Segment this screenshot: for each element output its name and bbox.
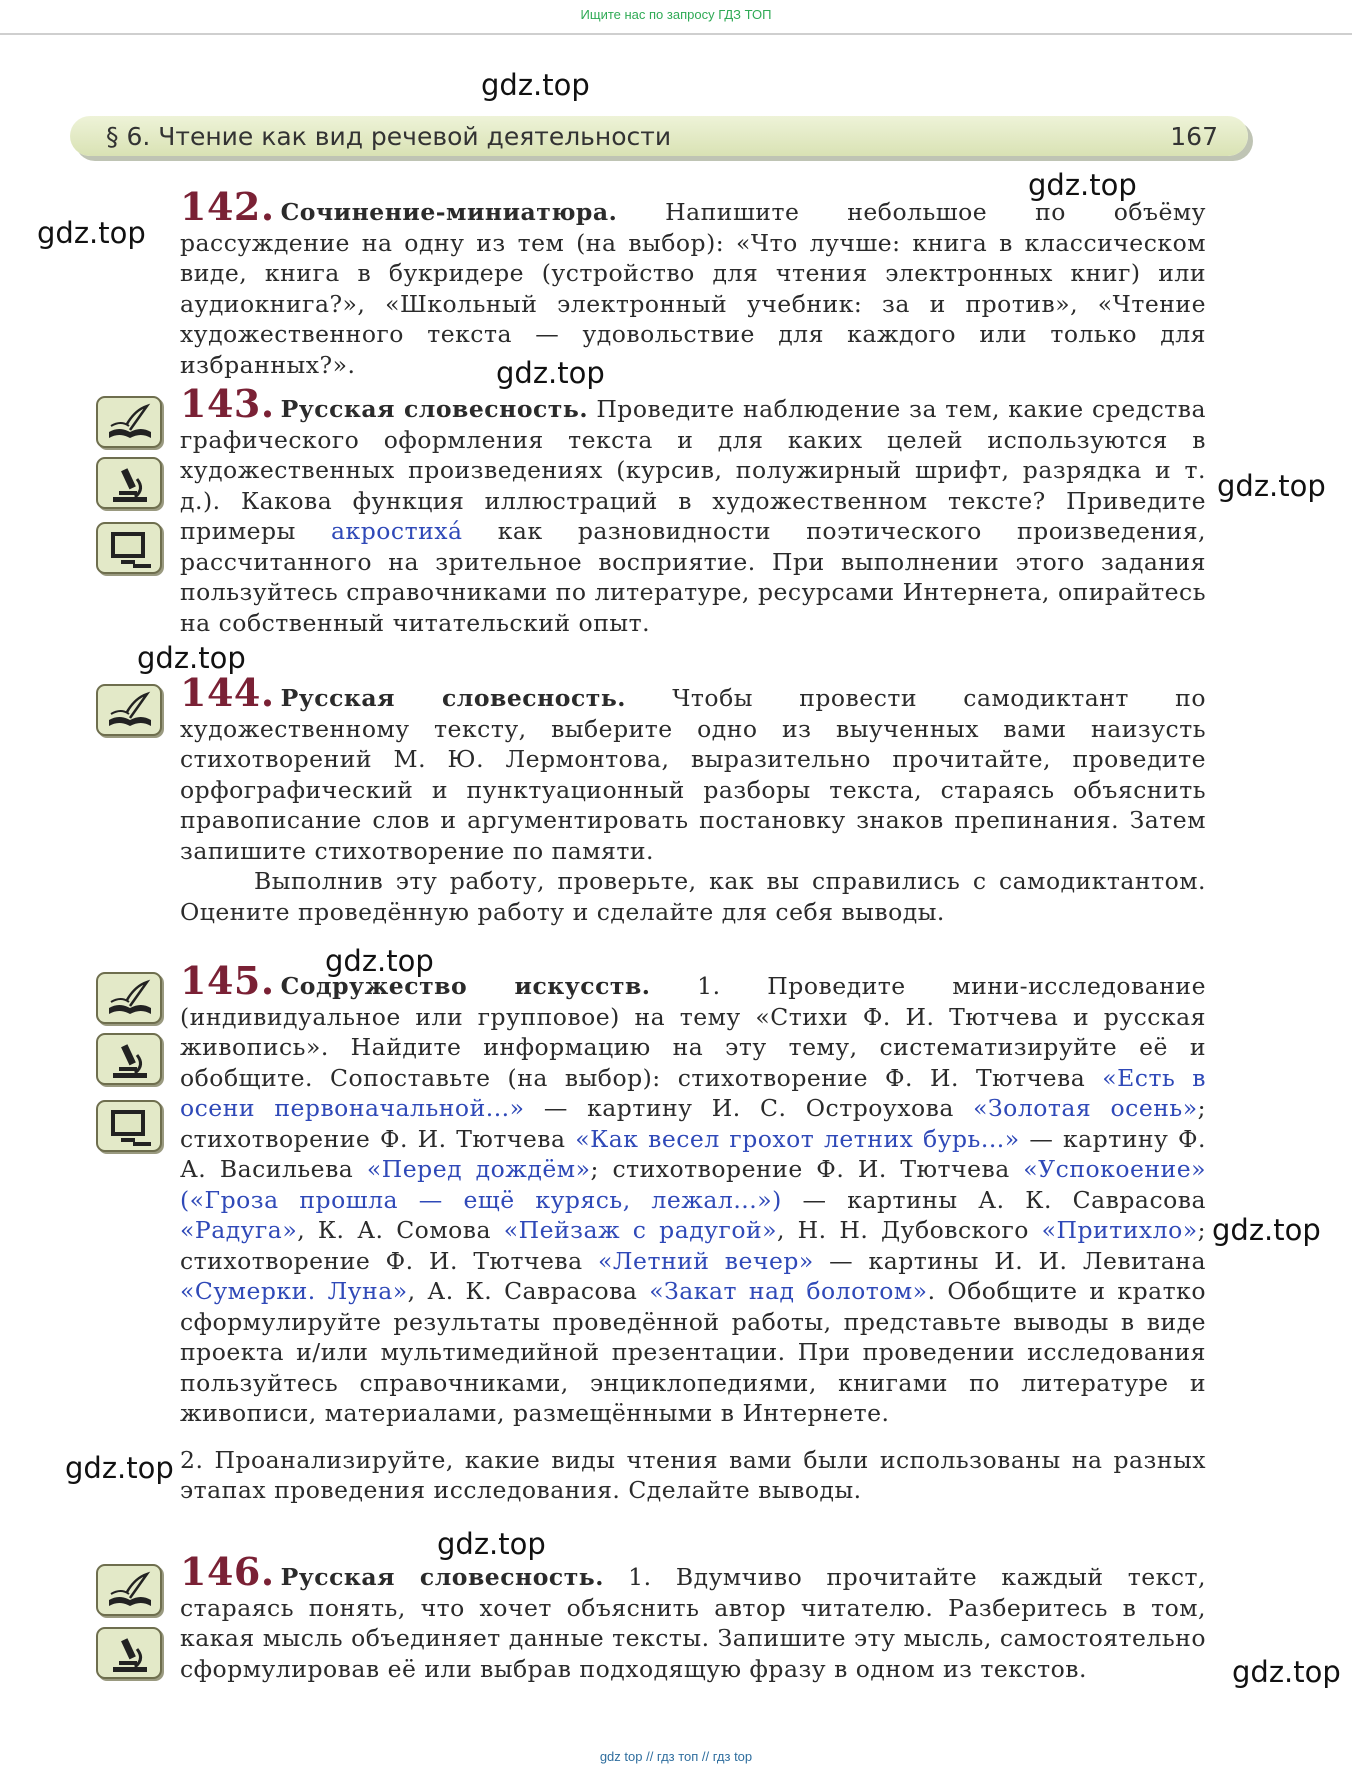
microscope-icon [96, 1033, 162, 1085]
watermark: gdz.top [496, 356, 605, 390]
book-quill-icon [96, 972, 162, 1024]
exercise-text: , А. К. Саврасова [407, 1277, 650, 1305]
exercise-heading: Содружество искусств. [280, 972, 651, 1000]
exercise-paragraph: Выполнив эту работу, проверьте, как вы справились с самодиктантом. Оцените проведённую работу и сделайте для себя выводы. [180, 867, 1206, 926]
exercise-144 [180, 670, 1206, 927]
exercise-number: 142. [180, 184, 275, 229]
watermark: gdz.top [1217, 469, 1326, 503]
poem-link[interactable]: «Есть в осени первоначальной...» [180, 1063, 1206, 1122]
exercise-number: 146. [180, 1549, 275, 1594]
exercise-text: — картину И. С. Остроухова [524, 1094, 974, 1122]
exercise-heading: Русская словесность. [280, 1563, 604, 1591]
top-banner[interactable]: Ищите нас по запросу ГДЗ ТОП [0, 0, 1352, 35]
watermark: gdz.top [1232, 1655, 1341, 1689]
exercise-heading: Русская словесность. [280, 395, 588, 423]
watermark: gdz.top [1212, 1213, 1321, 1247]
computer-icon [96, 1100, 162, 1152]
exercise-text: , Н. Н. Дубовского [777, 1216, 1042, 1244]
microscope-icon [96, 1627, 162, 1679]
page-number: 167 [1170, 122, 1218, 151]
poem-link[interactable]: «Летний вечер» [598, 1246, 814, 1275]
watermark: gdz.top [137, 641, 246, 675]
exercise-number: 145. [180, 958, 275, 1003]
watermark: gdz.top [37, 216, 146, 250]
footer-links[interactable]: gdz top // гдз топ // гдз top [599, 1749, 753, 1764]
exercise-text: Напишите небольшое по объёму рассуждение на одну из тем (на выбор): «Что лучше: книга в классическом виде, книга в букридере (устройство для чтения электронных книг) или аудиокнига?», «Школьный электронный учебник: за и против», «Чтение художественного текста — удовольствие для каждого или только для избранных?». [180, 198, 1206, 379]
watermark: gdz.top [325, 944, 434, 978]
poem-link[interactable]: «Успокоение» («Гроза прошла — ещё курясь, лежал...») [180, 1155, 1206, 1214]
exercise-text: — картины И. И. Левитана [813, 1246, 1206, 1275]
section-header [70, 116, 1248, 156]
exercise-number: 143. [180, 381, 275, 426]
term-link[interactable]: акростиха́ [331, 517, 463, 545]
painting-link[interactable]: «Притихло» [1041, 1216, 1198, 1244]
watermark: gdz.top [437, 1527, 546, 1561]
exercise-text: ; стихотворение Ф. И. Тютчева [590, 1155, 1024, 1183]
watermark: gdz.top [65, 1451, 174, 1485]
exercise-text: , К. А. Сомова [297, 1216, 504, 1244]
exercise-text: ; стихотворение Ф. И. Тютчева [180, 1094, 1206, 1153]
painting-link[interactable]: «Золотая осень» [973, 1094, 1198, 1122]
painting-link[interactable]: «Закат над болотом» [649, 1277, 928, 1305]
microscope-icon [96, 457, 162, 509]
section-title: § 6. Чтение как вид речевой деятельности [106, 122, 672, 151]
exercise-146 [180, 1549, 1207, 1684]
painting-link[interactable]: «Радуга» [180, 1216, 298, 1244]
painting-link[interactable]: «Перед дождём» [366, 1155, 591, 1183]
exercise-text: 1. Проведите мини-исследование (индивидуальное или групповое) на тему «Стихи Ф. И. Тютчева и русская живопись». Найдите информацию на эту тему, систематизируйте её и обобщите. Сопоставьте (на выбор): стихотворение Ф. И. Тютчева [180, 972, 1206, 1092]
exercise-143 [180, 381, 1206, 638]
exercise-text: Проведите наблюдение за тем, какие средства графического оформления текста и для каких целей используются в художественных произведениях (курсив, полужирный шрифт, разрядка и т. д.). Какова функция иллюстраций в художественном тексте? Приведите примеры [180, 395, 1206, 545]
book-quill-icon [96, 1564, 162, 1616]
exercise-text: . Обобщите и кратко сформулируйте результаты проведённой работы, представьте выводы в виде проекта и/или мультимедийной презентации. При проведении исследования пользуйтесь справочниками, энциклопедиями, книгами по литературе и живописи, материалами, размещёнными в Интернете. [180, 1277, 1206, 1427]
watermark: gdz.top [481, 68, 590, 102]
poem-link[interactable]: «Как весел грохот летних бурь...» [575, 1124, 1020, 1153]
exercise-text: Чтобы провести самодиктант по художественному тексту, выберите одно из выученных вами наизусть стихотворений М. Ю. Лермонтова, выразительно прочитайте, проведите орфографический и пунктуационный разборы текста, стараясь объяснить правописание слов и аргументировать постановку знаков препинания. Затем запишите стихотворение по памяти. [180, 684, 1206, 865]
exercise-text: ; стихотворение Ф. И. Тютчева [180, 1216, 1207, 1275]
exercise-number: 144. [180, 670, 275, 715]
exercise-text: — картину Ф. А. Васильева [180, 1124, 1207, 1183]
exercise-text: 1. Вдумчиво прочитайте каждый текст, стараясь понять, что хочет объяснить автор читателю. Разберитесь в том, какая мысль объединяет данные тексты. Запишите эту мысль, самостоятельно сформулировав её или выбрав подходящую фразу в одном из текстов. [180, 1563, 1207, 1683]
book-quill-icon [96, 396, 162, 448]
exercise-paragraph: 2. Проанализируйте, какие виды чтения вами были использованы на разных этапах проведения исследования. Сделайте выводы. [180, 1445, 1206, 1504]
watermark: gdz.top [1028, 168, 1137, 202]
exercise-text: — картины А. К. Саврасова [781, 1185, 1206, 1214]
computer-icon [96, 522, 162, 574]
exercise-text: как разновидности поэтического произведения, рассчитанного на зрительное восприятие. При выполнении этого задания пользуйтесь справочниками по литературе, ресурсами Интернета, опирайтесь на собственный читательский опыт. [180, 517, 1206, 637]
exercise-heading: Русская словесность. [280, 684, 626, 712]
painting-link[interactable]: «Пейзаж с радугой» [503, 1216, 778, 1244]
painting-link[interactable]: «Сумерки. Луна» [180, 1277, 408, 1305]
book-quill-icon [96, 684, 162, 736]
exercise-heading: Сочинение-миниатюра. [280, 198, 618, 226]
